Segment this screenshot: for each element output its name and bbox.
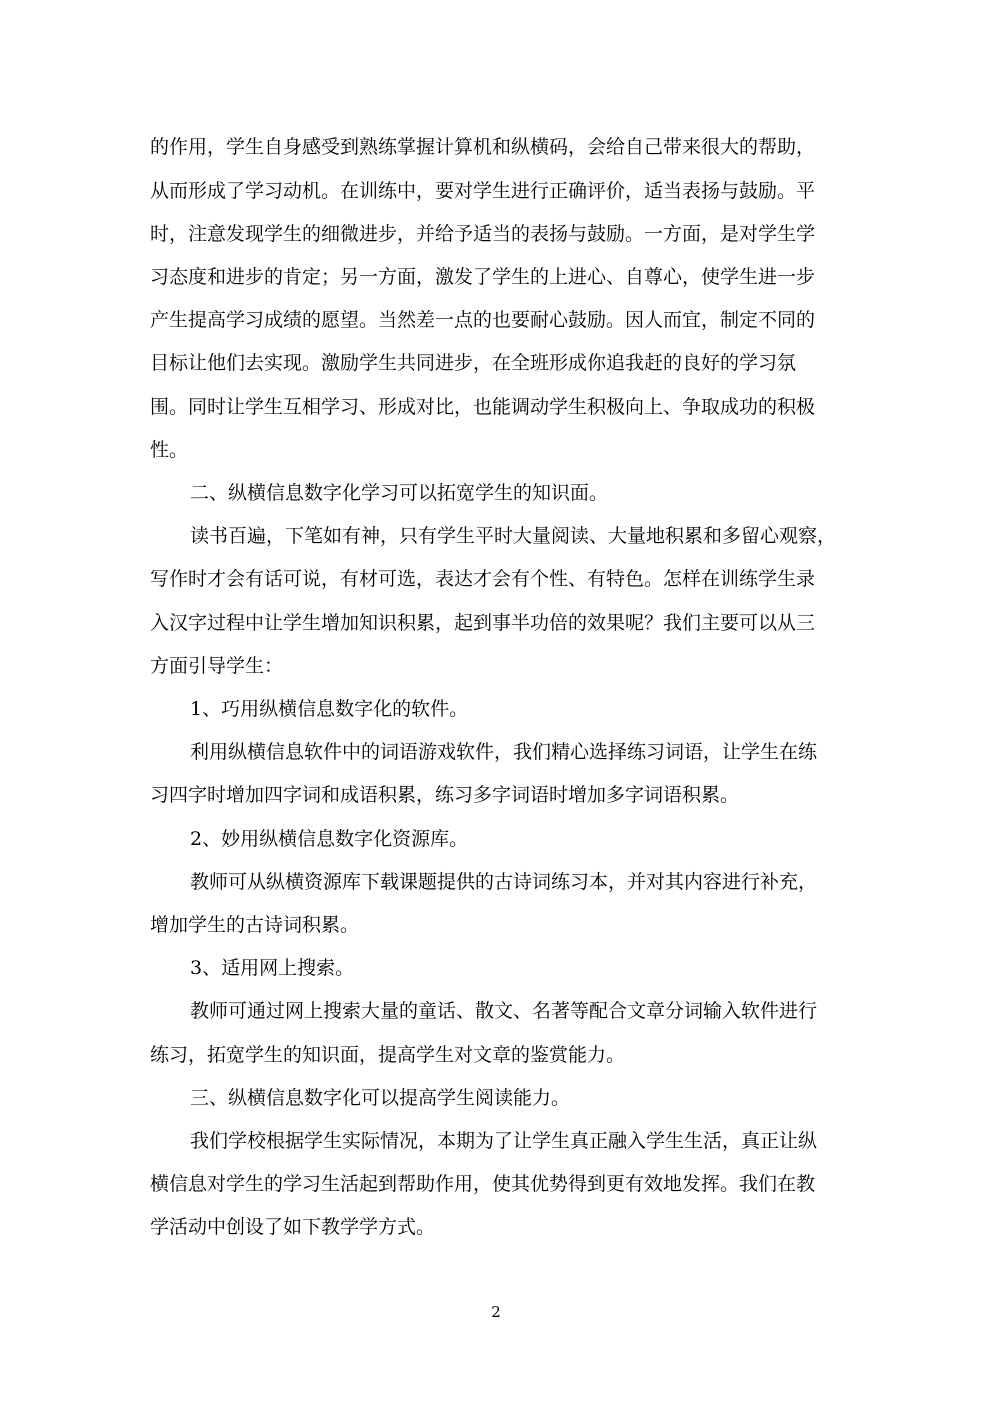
text-line: 习四字时增加四字词和成语积累，练习多字词语时增加多字词语积累。 (150, 784, 740, 806)
text-line: 的作用，学生自身感受到熟练掌握计算机和纵横码，会给自己带来很大的帮助， (150, 136, 816, 158)
text-line: 产生提高学习成绩的愿望。当然差一点的也要耐心鼓励。因人而宜，制定不同的 (150, 309, 816, 331)
text-line: 习态度和进步的肯定；另一方面，激发了学生的上进心、自尊心，使学生进一步 (150, 266, 816, 288)
text-line: 练习，拓宽学生的知识面，提高学生对文章的鉴赏能力。 (150, 1044, 626, 1066)
subsection-heading: 3、适用网上搜索。 (190, 957, 355, 979)
text-line: 教师可通过网上搜索大量的童话、散文、名著等配合文章分词输入软件进行 (190, 1000, 818, 1022)
text-line: 学活动中创设了如下教学学方式。 (150, 1216, 436, 1238)
text-line: 读书百遍，下笔如有神，只有学生平时大量阅读、大量地积累和多留心观察， (190, 525, 837, 547)
text-line: 写作时才会有话可说，有材可选，表达才会有个性、有特色。怎样在训练学生录 (150, 568, 816, 590)
subsection-heading: 2、妙用纵横信息数字化资源库。 (190, 828, 469, 850)
text-line: 围。同时让学生互相学习、形成对比，也能调动学生积极向上、争取成功的积极 (150, 396, 816, 418)
text-line: 方面引导学生： (150, 655, 284, 677)
text-line: 入汉字过程中让学生增加知识积累，起到事半功倍的效果呢？我们主要可以从三 (150, 612, 816, 634)
section-heading: 三、纵横信息数字化可以提高学生阅读能力。 (190, 1087, 571, 1109)
text-line: 横信息对学生的学习生活起到帮助作用，使其优势得到更有效地发挥。我们在教 (150, 1173, 816, 1195)
text-line: 利用纵横信息软件中的词语游戏软件，我们精心选择练习词语，让学生在练 (190, 741, 818, 763)
subsection-heading: 1、巧用纵横信息数字化的软件。 (190, 698, 469, 720)
text-line: 目标让他们去实现。激励学生共同进步，在全班形成你追我赶的良好的学习氛 (150, 352, 797, 374)
text-line: 教师可从纵横资源库下载课题提供的古诗词练习本，并对其内容进行补充， (190, 871, 818, 893)
text-line: 性。 (150, 439, 189, 461)
text-line: 从而形成了学习动机。在训练中，要对学生进行正确评价，适当表扬与鼓励。平 (150, 180, 816, 202)
text-line: 时，注意发现学生的细微进步，并给予适当的表扬与鼓励。一方面，是对学生学 (150, 223, 816, 245)
text-line: 我们学校根据学生实际情况，本期为了让学生真正融入学生生活，真正让纵 (190, 1130, 818, 1152)
section-heading: 二、纵横信息数字化学习可以拓宽学生的知识面。 (190, 482, 609, 504)
text-line: 增加学生的古诗词积累。 (150, 914, 360, 936)
page-number: 2 (491, 1303, 501, 1321)
